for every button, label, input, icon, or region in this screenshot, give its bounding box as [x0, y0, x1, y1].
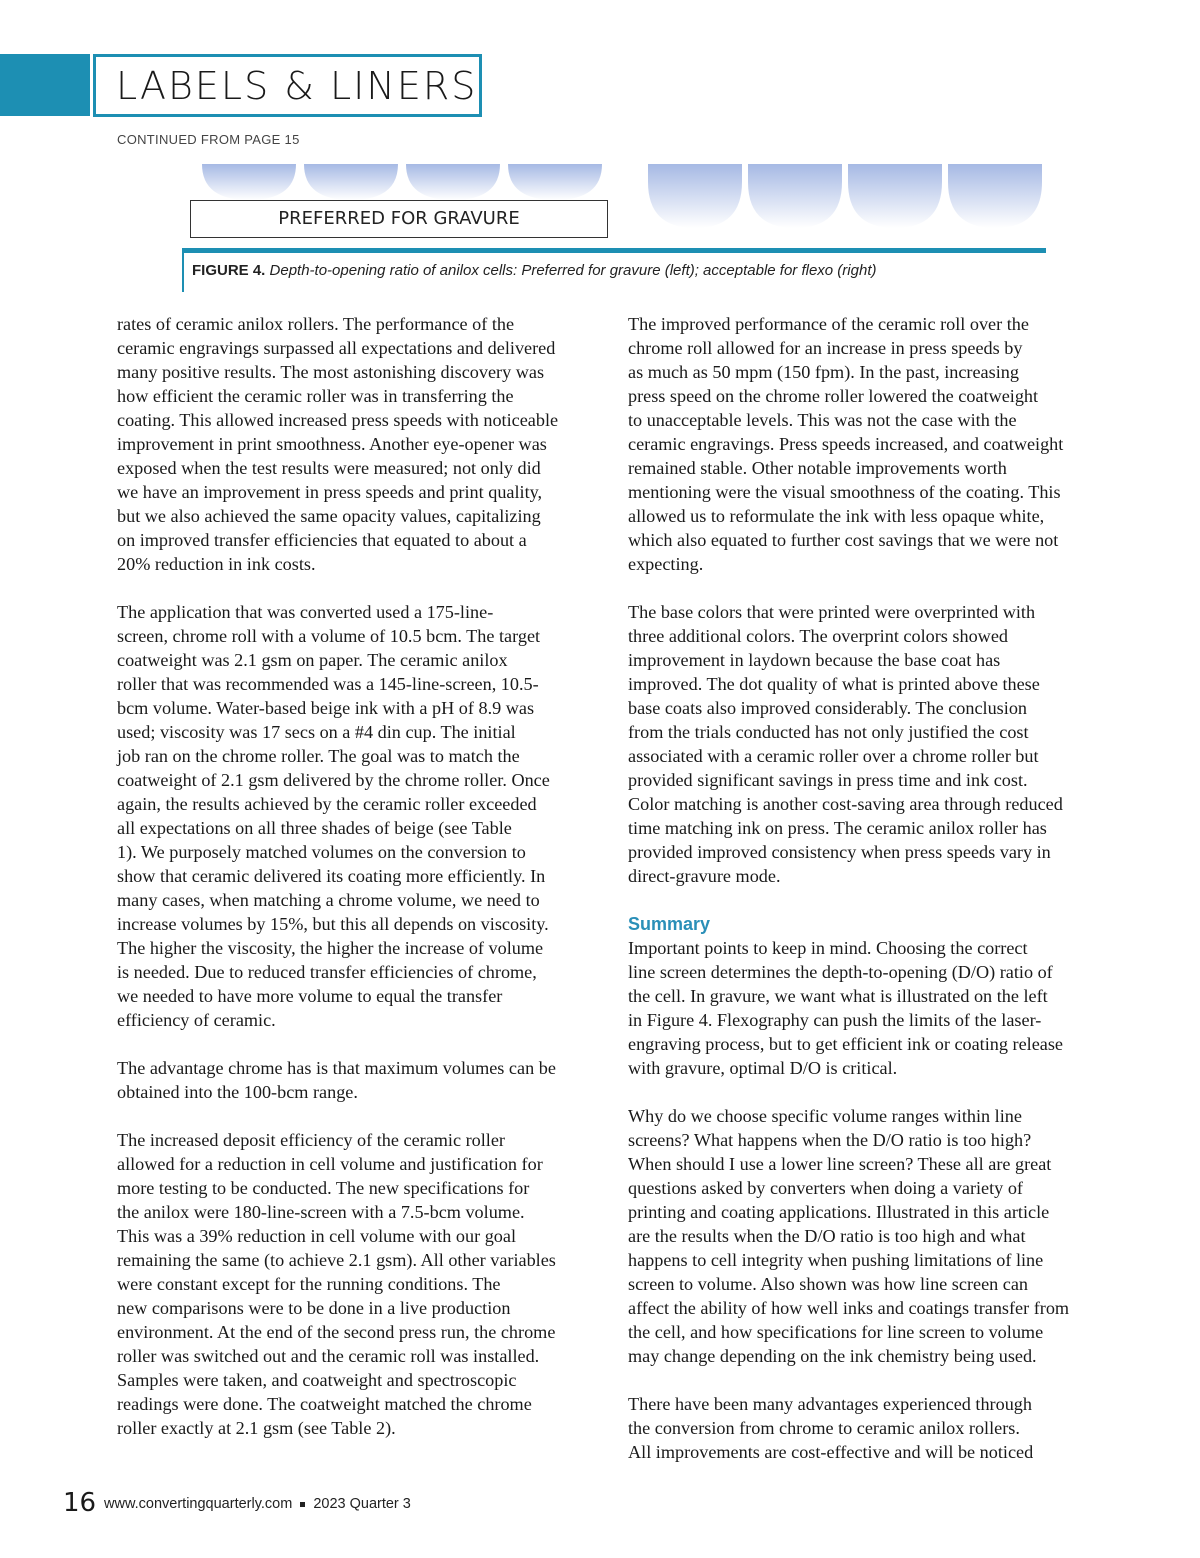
body-paragraph: Important points to keep in mind. Choosing the correct line screen determines the depth-to-opening (D/O) ratio of the cell. In gravure, we want what is illustrated on the left in Figure 4. Flexography can push the limits of the laser- engraving process, but to get efficient ink or coating release with gravure, optimal D/O is critical.: [628, 938, 1063, 1078]
footer: [104, 1496, 411, 1512]
body-paragraph: The improved performance of the ceramic roll over the chrome roll allowed for an increase in press speeds by as much as 50 mpm (150 fpm). In the past, increasing press speed on the chrome roller lowered the coatweight to unacceptable levels. This was not the case with the ceramic engravings. Press speeds increased, and coatweight remained stable. Other notable improvements worth mentioning were the visual smoothness of the coating. This allowed us to reformulate the ink with less opaque white, which also equated to further cost savings that we were not expecting.: [628, 314, 1064, 574]
gravure-cell: [202, 164, 296, 200]
footer-website: www.convertingquarterly.com: [104, 1496, 293, 1512]
body-paragraph: There have been many advantages experienced through the conversion from chrome to ceramic anilox rollers. All improvements are cost-effective and will be noticed: [628, 1394, 1034, 1462]
flexo-cell: [648, 164, 742, 228]
gravure-cell: [304, 164, 398, 200]
gravure-cell: [406, 164, 500, 200]
right-column: [628, 312, 1118, 1488]
body-paragraph: rates of ceramic anilox rollers. The performance of the ceramic engravings surpassed all expectations and delivered many positive results. The most astonishing discovery was how efficient the ceramic roller was in transferring the coating. This allowed increased press speeds with noticeable improvement in print smoothness. Another eye-opener was exposed when the test results were measured; not only did we have an improvement in press speeds and print quality, but we also achieved the same opacity values, capitalizing on improved transfer efficiencies that equated to about a 20% reduction in ink costs.: [117, 314, 559, 574]
section-title: LABELS & LINERS: [116, 64, 478, 108]
figure-rule: [182, 248, 1046, 253]
footer-issue: 2023 Quarter 3: [313, 1496, 411, 1512]
continued-note: CONTINUED FROM PAGE 15: [117, 132, 300, 147]
summary-heading: Summary: [628, 914, 711, 934]
body-paragraph: The application that was converted used a 175-line- screen, chrome roll with a volume of 10.5 bcm. The target coatweight was 2.1 gsm on paper. The ceramic anilox roller that was recommended was a 145-line-screen, 10.5- bcm volume. Water-based beige ink with a pH of 8.9 was used; viscosity was 17 secs on a #4 din cup. The initial job ran on the chrome roller. The goal was to match the coatweight of 2.1 gsm delivered by the chrome roller. Once again, the results achieved by the ceramic roller exceeded all expectations on all three shades of beige (see Table 1). We purposely matched volumes on the conversion to show that ceramic delivered its coating more efficiently. In many cases, when matching a chrome volume, we need to increase volumes by 15%, but this all depends on viscosity. The higher the viscosity, the higher the increase of volume is needed. Due to reduced transfer efficiencies of chrome, we needed to have more volume to equal the transfer efficiency of ceramic.: [117, 602, 550, 1030]
figure-left-rule: [182, 248, 184, 292]
body-paragraph: The base colors that were printed were overprinted with three additional colors. The overprint colors showed improvement in laydown because the base coat has improved. The dot quality of what is printed above these base coats also improved considerably. The conclusion from the trials conducted has not only justified the cost associated with a ceramic roller over a chrome roller but provided significant savings in press time and ink cost. Color matching is another cost-saving area through reduced time matching ink on press. The ceramic anilox roller has provided improved consistency when press speeds vary in direct-gravure mode.: [628, 602, 1063, 886]
figure-caption: [192, 262, 876, 279]
body-paragraph: Why do we choose specific volume ranges within line screens? What happens when the D/O ratio is too high? When should I use a lower line screen? These all are great questions asked by converters when doing a variety of printing and coating applications. Illustrated in this article are the results when the D/O ratio is too high and what happens to cell integrity when pushing limitations of line screen to volume. Also shown was how line screen can affect the ability of how well inks and coatings transfer from the cell, and how specifications for line screen to volume may change depending on the ink chemistry being used.: [628, 1106, 1070, 1366]
flexo-cell: [848, 164, 942, 228]
flexo-cell: [748, 164, 842, 228]
flexo-cell: [948, 164, 1042, 228]
gravure-cell: [508, 164, 602, 200]
caption-text: Depth-to-opening ratio of anilox cells: Preferred for gravure (left); acceptable for flexo (right): [265, 262, 877, 279]
caption-lead: FIGURE 4.: [192, 262, 266, 279]
gravure-panel-label: PREFERRED FOR GRAVURE: [190, 200, 608, 238]
footer-separator: [300, 1502, 305, 1507]
body-paragraph: The increased deposit efficiency of the ceramic roller allowed for a reduction in cell volume and justification for more testing to be conducted. The new specifications for the anilox were 180-line-screen with a 7.5-bcm volume. This was a 39% reduction in cell volume with our goal remaining the same (to achieve 2.1 gsm). All other variables were constant except for the running conditions. The new comparisons were to be done in a live production environment. At the end of the second press run, the chrome roller was switched out and the ceramic roll was installed. Samples were taken, and coatweight and spectroscopic readings were done. The coatweight matched the chrome roller exactly at 2.1 gsm (see Table 2).: [117, 1130, 556, 1438]
section-accent-bar: [0, 54, 90, 116]
page-number: 16: [63, 1488, 97, 1518]
figure-4: [182, 162, 1052, 294]
body-paragraph: The advantage chrome has is that maximum volumes can be obtained into the 100-bcm range.: [117, 1058, 556, 1102]
left-column: [117, 312, 607, 1464]
